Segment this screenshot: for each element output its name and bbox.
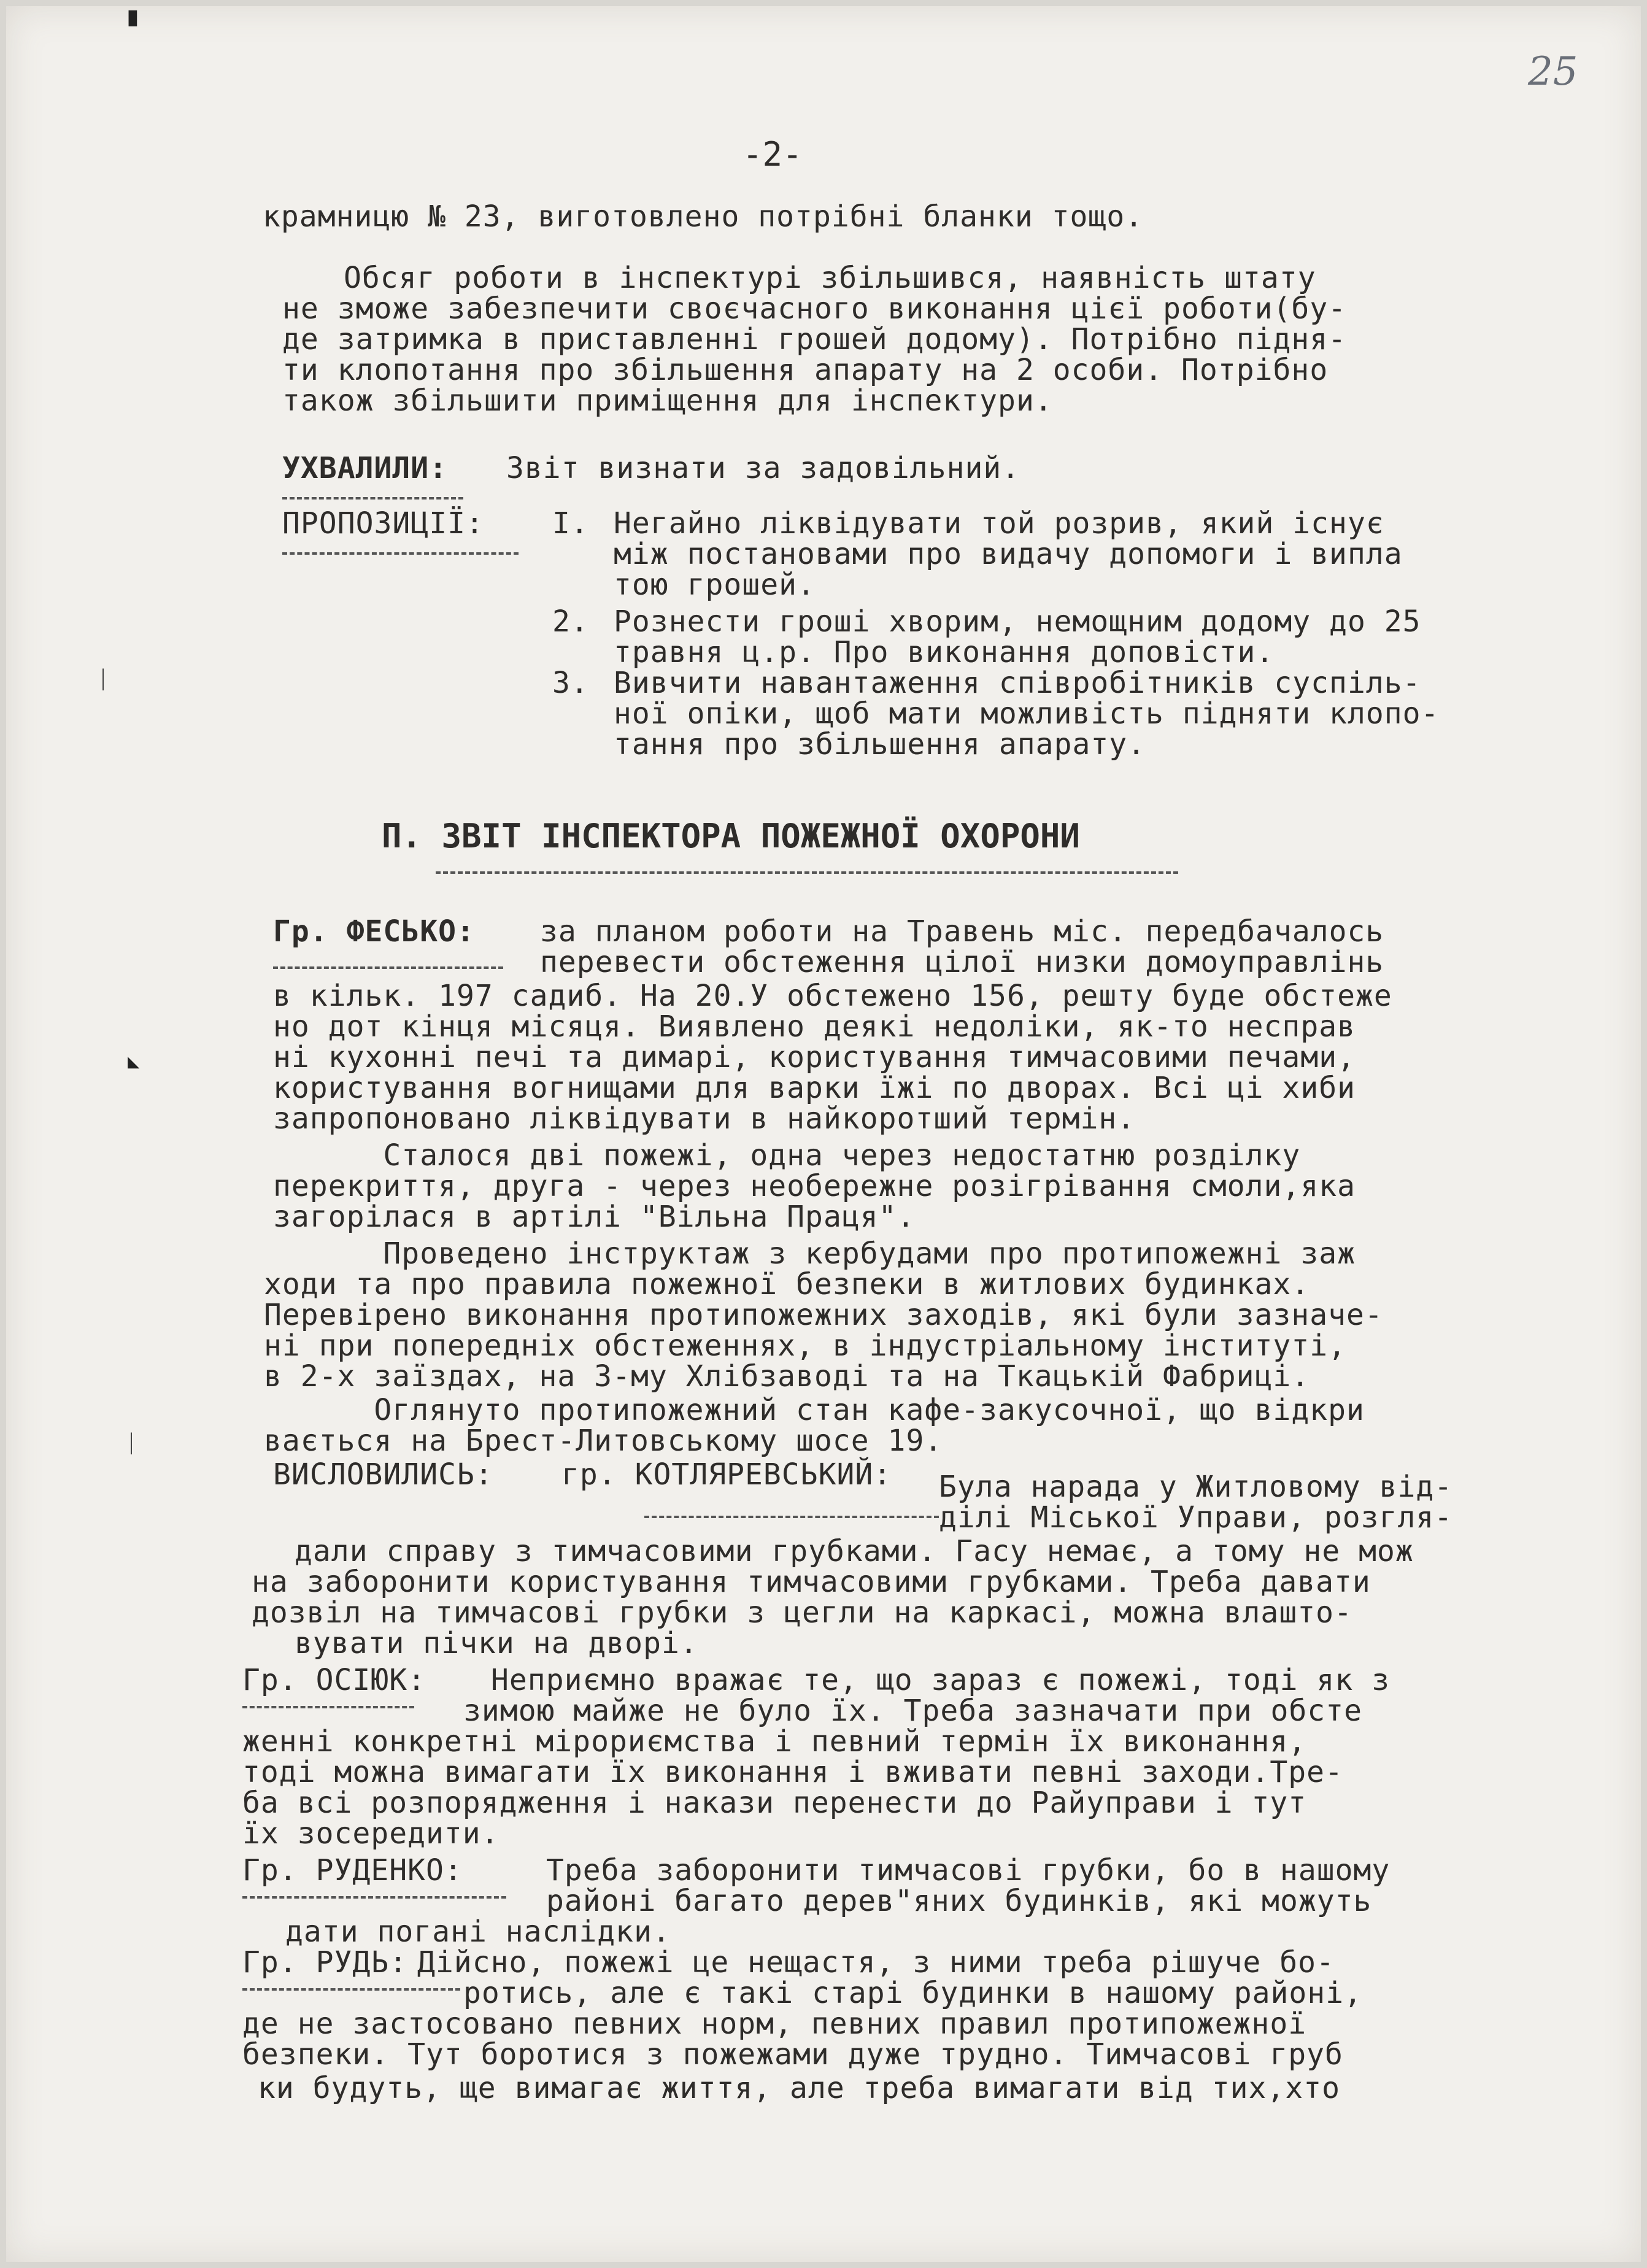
speech-line: за планом роботи на Травень міс. передбачалось — [540, 914, 1384, 949]
proposal-number: 2. — [552, 604, 589, 639]
speech-line: їх зосередити. — [242, 1816, 500, 1851]
speech-line: користування вогнищами для варки їжі по дворах. Всі ці хиби — [273, 1071, 1356, 1105]
speech-line: дали справу з тимчасовими грубками. Гасу немає, а тому не мож — [295, 1534, 1414, 1568]
speech-line: дозвіл на тимчасові грубки з цегли на каркасі, можна влашто- — [252, 1595, 1352, 1630]
proposal-line: травня ц.р. Про виконання доповісти. — [614, 635, 1275, 669]
speech-line: Перевірено виконання протипожежних заходів, які були зазначе- — [264, 1298, 1383, 1332]
speech-line: ні при попередніх обстеженнях, в індустріальному інституті, — [264, 1329, 1347, 1363]
speech-line: тоді можна вимагати їх виконання і вживати певні заходи.Тре- — [242, 1755, 1343, 1789]
speech-line: на заборонити користування тимчасовими грубками. Треба давати — [252, 1565, 1371, 1599]
proposal-line: Негайно ліквідувати той розрив, який існує — [614, 506, 1384, 541]
proposal-line: ної опіки, щоб мати можливість підняти клопо- — [614, 696, 1440, 731]
speech-line: загорілася в артілі "Вільна Праця". — [273, 1200, 916, 1234]
speech-line: Треба заборонити тимчасові грубки, бо в нашому — [546, 1853, 1390, 1888]
speech-line: женні конкретні мірориємства і певний термін їх виконання, — [242, 1724, 1307, 1759]
speaker-name: Гр. РУДЬ: — [242, 1945, 408, 1980]
body-line: ти клопотання про збільшення апарату на 2 особи. Потрібно — [282, 353, 1329, 387]
punch-mark-tick-1: ᛁ — [96, 666, 110, 694]
speech-line: в кільк. 197 садиб. На 20.У обстежено 156, решту буде обстеже — [273, 979, 1392, 1013]
continuation-line: крамницю № 23, виготовлено потрібні бланки тощо. — [263, 199, 1144, 234]
proposal-number: 3. — [552, 666, 589, 700]
speaker-underline — [242, 1706, 414, 1708]
speech-line: ходи та про правила пожежної безпеки в житлових будинках. — [264, 1267, 1310, 1302]
speech-line: ротись, але є такі старі будинки в нашому районі, — [463, 1976, 1363, 2010]
speech-line: ділі Міської Управи, розгля- — [939, 1500, 1453, 1535]
speech-line: Сталося дві пожежі, одна через недостатню розділку — [273, 1138, 1301, 1173]
body-line: також збільшити приміщення для інспектури. — [282, 384, 1053, 418]
speech-line: Неприємно вражає те, що зараз є пожежі, тоді як з — [491, 1663, 1390, 1697]
speaker-underline — [644, 1516, 939, 1518]
speaker-underline — [242, 1896, 506, 1899]
spoke-label: ВИСЛОВИЛИСЬ: — [273, 1457, 493, 1492]
proposal-number: I. — [552, 506, 589, 541]
speech-line: Дійсно, пожежі це нещастя, з ними треба рішуче бо- — [417, 1945, 1335, 1980]
proposal-line: тою грошей. — [614, 568, 816, 602]
body-line: де затримка в приставленні грошей додому). Потрібно підня- — [282, 322, 1347, 357]
section-title: П. ЗВІТ ІНСПЕКТОРА ПОЖЕЖНОЇ ОХОРОНИ — [382, 817, 1080, 855]
proposal-line: Вивчити навантаження співробітників суспіль- — [614, 666, 1421, 700]
speech-line: зимою майже не було їх. Треба зазначати при обсте — [463, 1694, 1363, 1728]
folio-number: 25 — [1528, 49, 1578, 94]
section-title-underline — [436, 871, 1178, 874]
proposal-line: між постановами про видачу допомоги і випла — [614, 537, 1403, 571]
speech-line: перекриття, друга - через необережне розігрівання смоли,яка — [273, 1169, 1356, 1203]
punch-mark-top: ▘ — [129, 11, 145, 42]
speech-line: де не застосовано певних норм, певних правил протипожежної — [242, 2007, 1307, 2041]
speech-line: районі багато дерев"яних будинків, які можуть — [546, 1884, 1372, 1918]
speech-line: безпеки. Тут боротися з пожежами дуже трудно. Тимчасові груб — [242, 2037, 1343, 2072]
proposal-line: Рознести гроші хворим, немощним додому до 25 — [614, 604, 1421, 639]
proposal-line: тання про збільшення апарату. — [614, 727, 1146, 762]
speech-line: Була нарада у Житловому від- — [939, 1470, 1453, 1504]
speech-line: ба всі розпорядження і накази перенести до Райуправи і тут — [242, 1786, 1307, 1820]
punch-mark-tick-2: ᛁ — [124, 1430, 139, 1458]
speech-line: Оглянуто протипожежний стан кафе-закусочної, що відкри — [264, 1393, 1365, 1427]
speech-line: запропоновано ліквідувати в найкоротший термін. — [273, 1101, 1136, 1136]
body-line: Обсяг роботи в інспектурі збільшився, наявність штату — [344, 261, 1316, 295]
speech-line: дати погані наслідки. — [285, 1915, 671, 1949]
speech-line: в 2-х заїздах, на 3-му Хлібзаводі та на Ткацькій Фабриці. — [264, 1359, 1310, 1394]
resolved-underline — [282, 497, 463, 500]
proposals-underline — [282, 552, 519, 555]
body-line: не зможе забезпечити своєчасного виконання цієї роботи(бу- — [282, 291, 1347, 326]
speaker-underline — [242, 1988, 460, 1991]
resolved-label: УХВАЛИЛИ: — [282, 451, 448, 485]
speaker-name: Гр. ОСІЮК: — [242, 1663, 426, 1697]
punch-mark-arrow: ◣ — [128, 1049, 140, 1073]
speech-line: ні кухонні печі та димарі, користування тимчасовими печами, — [273, 1040, 1356, 1074]
speaker-name: Гр. РУДЕНКО: — [242, 1853, 463, 1888]
speech-line: перевести обстеження цілої низки домоуправлінь — [540, 945, 1384, 979]
speech-line: вається на Брест-Литовському шосе 19. — [264, 1424, 943, 1458]
speaker-name: Гр. ФЕСЬКО: — [273, 914, 475, 949]
speaker-name: гр. КОТЛЯРЕВСЬКИЙ: — [561, 1457, 892, 1492]
speech-line: вувати пічки на дворі. — [295, 1626, 698, 1660]
speech-line: Проведено інструктаж з кербудами про протипожежні заж — [273, 1236, 1356, 1271]
speech-line: но дот кінця місяця. Виявлено деякі недоліки, як-то несправ — [273, 1009, 1356, 1044]
speaker-underline — [273, 966, 503, 969]
document-page — [6, 6, 1641, 2262]
speech-line: ки будуть, ще вимагає життя, але треба вимагати від тих,хто — [258, 2071, 1341, 2105]
page-number: -2- — [742, 135, 803, 174]
proposals-label: ПРОПОЗИЦІЇ: — [282, 506, 484, 541]
resolved-text: Звіт визнати за задовільний. — [506, 451, 1020, 485]
